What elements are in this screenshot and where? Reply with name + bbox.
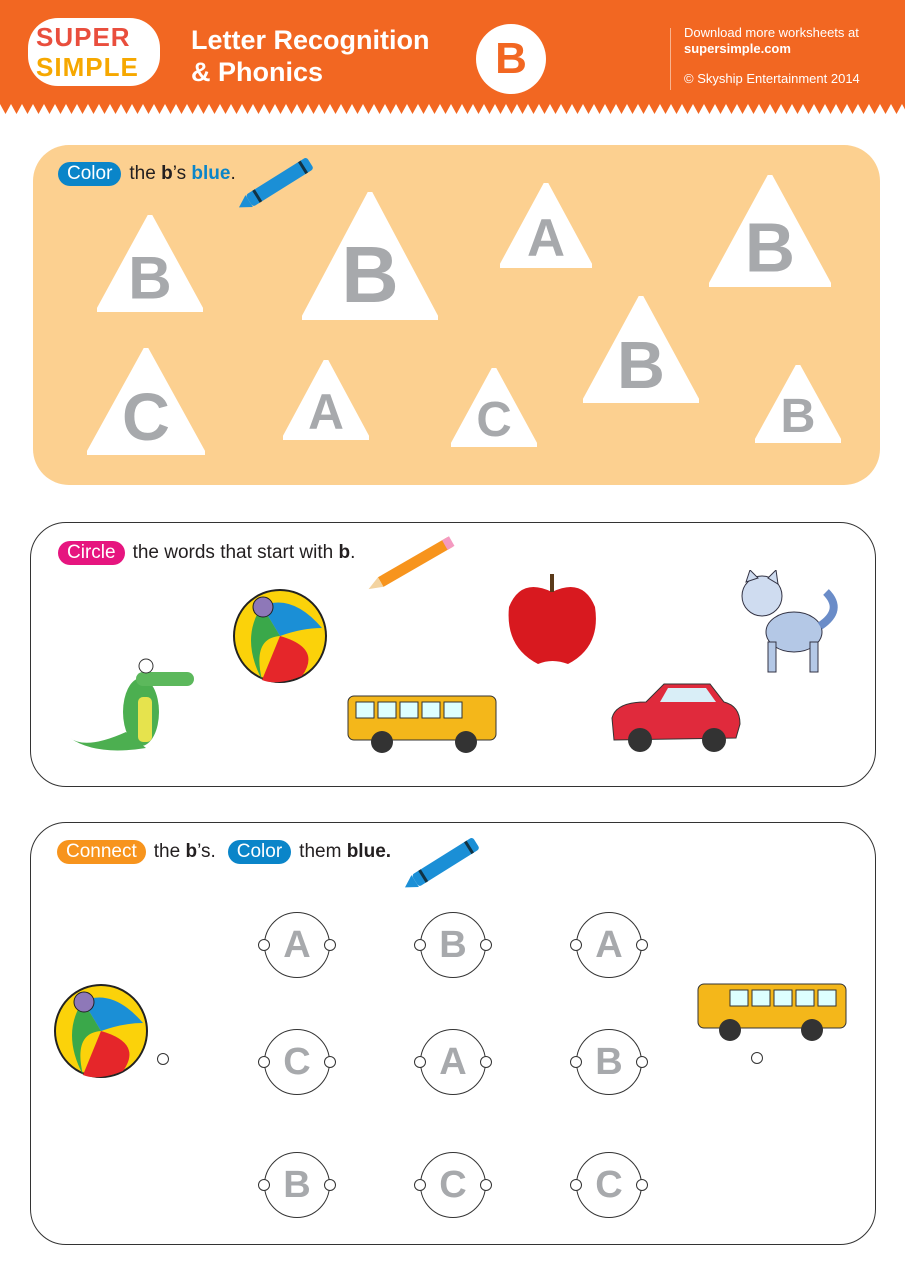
- left-connect-dot[interactable]: [570, 1056, 582, 1068]
- copyright: © Skyship Entertainment 2014: [684, 71, 860, 86]
- right-connect-dot[interactable]: [324, 1056, 336, 1068]
- instr-text: the words that start with: [132, 542, 334, 563]
- instr-text: them: [299, 841, 342, 862]
- instr-text: .: [350, 542, 356, 563]
- header: [0, 0, 905, 104]
- start-dot[interactable]: [157, 1053, 169, 1065]
- right-connect-dot[interactable]: [324, 1179, 336, 1191]
- color-pill: Color: [228, 840, 291, 864]
- color-instruction: [58, 162, 236, 186]
- left-connect-dot[interactable]: [570, 1179, 582, 1191]
- left-connect-dot[interactable]: [414, 1056, 426, 1068]
- cat-picture[interactable]: [734, 570, 846, 678]
- ball-picture[interactable]: [232, 588, 328, 684]
- triangle-letter: C: [476, 392, 512, 447]
- car-picture[interactable]: [606, 678, 744, 758]
- triangle-letter: A: [526, 209, 566, 268]
- right-connect-dot[interactable]: [324, 939, 336, 951]
- instr-bold: b: [185, 841, 198, 862]
- instr-text: the: [153, 841, 181, 862]
- letter-circle-a[interactable]: A: [264, 912, 330, 978]
- instr-bold: b: [161, 163, 173, 184]
- worksheet-title: [191, 24, 430, 88]
- right-connect-dot[interactable]: [636, 1179, 648, 1191]
- right-connect-dot[interactable]: [636, 1056, 648, 1068]
- letter-circle-c[interactable]: C: [576, 1152, 642, 1218]
- circle-instruction: [58, 541, 355, 565]
- letter-triangle-a[interactable]: [283, 360, 369, 440]
- left-connect-dot[interactable]: [570, 939, 582, 951]
- letter-circle-b[interactable]: B: [420, 912, 486, 978]
- instr-text: the: [129, 163, 156, 184]
- triangle-letter: A: [308, 383, 344, 440]
- right-connect-dot[interactable]: [480, 1056, 492, 1068]
- letter-triangle-b[interactable]: [709, 175, 831, 287]
- instr-text: .: [230, 163, 236, 184]
- letter-circle-a[interactable]: A: [576, 912, 642, 978]
- letter-triangle-a[interactable]: [500, 183, 592, 268]
- left-connect-dot[interactable]: [414, 939, 426, 951]
- triangle-letter: B: [341, 230, 399, 320]
- title-line-1: Letter Recognition: [191, 25, 430, 55]
- triangle-letter: B: [780, 389, 816, 443]
- apple-picture[interactable]: [503, 572, 601, 668]
- orange-pencil-icon: [362, 535, 464, 593]
- right-connect-dot[interactable]: [480, 1179, 492, 1191]
- instr-bold: b: [338, 542, 351, 563]
- header-info: [684, 25, 860, 87]
- super-simple-logo: SUPER SIMPLE: [28, 18, 160, 86]
- title-line-2: & Phonics: [191, 57, 324, 87]
- letter-triangle-b[interactable]: [302, 192, 438, 320]
- left-connect-dot[interactable]: [414, 1179, 426, 1191]
- letter-triangle-b[interactable]: [97, 215, 203, 312]
- right-connect-dot[interactable]: [636, 939, 648, 951]
- letter-circle-b[interactable]: B: [576, 1029, 642, 1095]
- start-ball-picture: [53, 983, 149, 1079]
- crocodile-picture[interactable]: [66, 652, 196, 756]
- letter-triangle-b[interactable]: [755, 365, 841, 443]
- left-connect-dot[interactable]: [258, 1179, 270, 1191]
- blue-crayon-icon: [398, 832, 490, 894]
- target-letter-badge: B: [476, 24, 546, 94]
- letter-circle-a[interactable]: A: [420, 1029, 486, 1095]
- letter-triangle-c[interactable]: [87, 348, 205, 455]
- triangle-letter: B: [128, 244, 172, 312]
- letter-circle-c[interactable]: C: [420, 1152, 486, 1218]
- color-pill: Color: [58, 162, 121, 186]
- triangle-letter: C: [122, 381, 170, 455]
- instr-bold: blue.: [346, 841, 392, 862]
- triangle-letter: B: [617, 329, 665, 403]
- divider: [670, 28, 671, 90]
- instr-text: ’s.: [197, 841, 216, 862]
- blue-word: blue: [191, 163, 231, 184]
- letter-triangle-b[interactable]: [583, 296, 699, 403]
- triangle-letter: B: [744, 208, 796, 287]
- letter-circle-b[interactable]: B: [264, 1152, 330, 1218]
- left-connect-dot[interactable]: [258, 939, 270, 951]
- instr-text: ’s: [172, 163, 187, 184]
- left-connect-dot[interactable]: [258, 1056, 270, 1068]
- end-dot[interactable]: [751, 1052, 763, 1064]
- download-text: Download more worksheets at: [684, 25, 859, 40]
- circle-pill: Circle: [58, 541, 125, 565]
- letter-circle-c[interactable]: C: [264, 1029, 330, 1095]
- connect-pill: Connect: [57, 840, 146, 864]
- bus-picture[interactable]: [346, 692, 504, 756]
- zigzag-edge: [0, 104, 905, 114]
- letter-triangle-c[interactable]: [451, 368, 537, 447]
- connect-instruction: [57, 840, 391, 864]
- site-link[interactable]: supersimple.com: [684, 41, 791, 56]
- end-bus-picture: [690, 980, 850, 1046]
- right-connect-dot[interactable]: [480, 939, 492, 951]
